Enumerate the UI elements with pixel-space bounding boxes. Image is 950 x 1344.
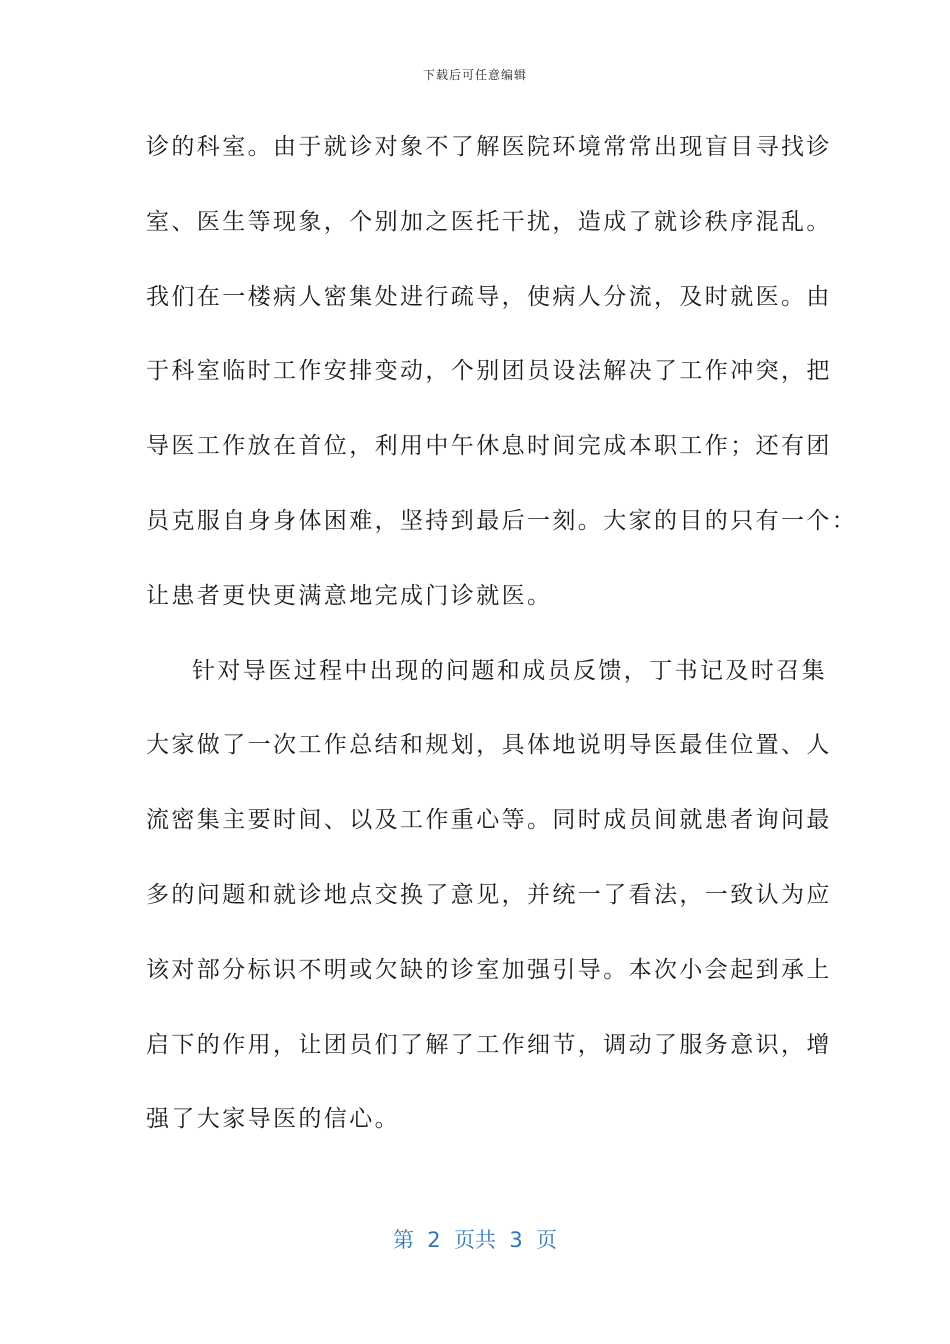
body-line: 员克服自身身体困难，坚持到最后一刻。大家的目的只有一个： — [146, 507, 858, 534]
body-line: 启下的作用，让团员们了解了工作细节，调动了服务意识，增 — [146, 1031, 832, 1058]
body-line: 大家做了一次工作总结和规划，具体地说明导医最佳位置、人 — [146, 732, 832, 759]
body-line: 强了大家导医的信心。 — [146, 1106, 400, 1133]
page-number-footer: 第 2 页共 3 页 — [392, 1228, 558, 1252]
body-line: 流密集主要时间、以及工作重心等。同时成员间就患者询问最 — [146, 807, 832, 834]
body-line: 我们在一楼病人密集处进行疏导，使病人分流，及时就医。由 — [146, 283, 832, 310]
body-line: 该对部分标识不明或欠缺的诊室加强引导。本次小会起到承上 — [146, 956, 832, 983]
body-line: 室、医生等现象，个别加之医托干扰，造成了就诊秩序混乱。 — [146, 208, 832, 235]
page-header: 下载后可任意编辑 — [422, 68, 527, 82]
body-line: 导医工作放在首位，利用中午休息时间完成本职工作；还有团 — [146, 433, 832, 460]
document-body — [146, 124, 858, 1171]
body-line: 于科室临时工作安排变动，个别团员设法解决了工作冲突，把 — [146, 358, 832, 385]
body-line: 让患者更快更满意地完成门诊就医。 — [146, 582, 553, 609]
body-line: 多的问题和就诊地点交换了意见，并统一了看法，一致认为应 — [146, 881, 832, 908]
paragraph-first-line: 针对导医过程中出现的问题和成员反馈，丁书记及时召集 — [192, 657, 827, 684]
body-line: 诊的科室。由于就诊对象不了解医院环境常常出现盲目寻找诊 — [146, 134, 832, 160]
